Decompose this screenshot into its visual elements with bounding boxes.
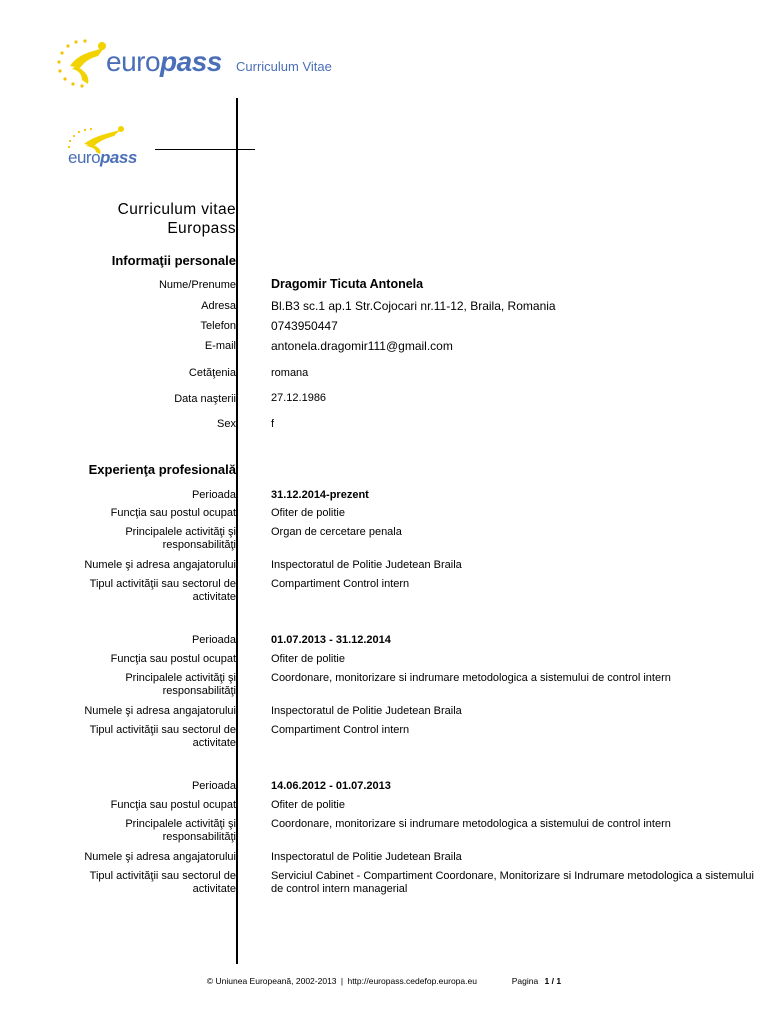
entry-2-activities: Coordonare, monitorizare si indrumare metodologica a sistemului de control intern — [271, 672, 671, 684]
value-phone: 0743950447 — [271, 319, 338, 333]
value-citizenship: romana — [271, 367, 309, 379]
entry-3-sector: Serviciul Cabinet - Compartiment Coordonare, Monitorizare si Indrumare metodologica a sistemului de control intern managerial — [271, 870, 754, 895]
label-employer: Numele şi adresa angajatorului — [84, 705, 236, 717]
header-title: Curriculum Vitae — [236, 59, 332, 74]
label-function: Funcţia sau postul ocupat — [110, 799, 236, 811]
footer-page-label: Pagina — [511, 976, 539, 986]
cv-title-line-2: Europass — [167, 220, 236, 237]
label-activities: Principalele activităţi şi responsabilităţi — [125, 818, 236, 843]
label-sector: Tipul activităţii sau sectorul de activitate — [89, 870, 236, 895]
label-address: Adresa — [201, 300, 236, 312]
label-activities: Principalele activităţi şi responsabilităţi — [125, 526, 236, 551]
personal-info-heading: Informaţii personale — [111, 253, 236, 268]
entry-3-employer: Inspectoratul de Politie Judetean Braila — [271, 851, 462, 863]
entry-3-period: 14.06.2012 - 01.07.2013 — [271, 780, 391, 792]
label-phone: Telefon — [200, 320, 236, 332]
entry-2-employer: Inspectoratul de Politie Judetean Braila — [271, 705, 462, 717]
label-function: Funcţia sau postul ocupat — [110, 507, 236, 519]
cv-title — [118, 200, 236, 238]
value-birthdate: 27.12.1986 — [271, 392, 327, 404]
logo-text-pass: pass — [160, 46, 222, 77]
entry-1-activities: Organ de cercetare penala — [271, 526, 402, 538]
experience-heading: Experienţa profesională — [88, 462, 236, 477]
label-employer: Numele şi adresa angajatorului — [84, 851, 236, 863]
entry-1-period: 31.12.2014-prezent — [271, 489, 369, 501]
entry-3-function: Ofiter de politie — [271, 799, 345, 811]
label-function: Funcţia sau postul ocupat — [110, 653, 236, 665]
europass-logo — [54, 36, 224, 92]
footer-copyright: © Uniunea Europeană, 2002-2013 — [206, 976, 337, 986]
small-logo-text-pass: pass — [100, 148, 137, 167]
europass-small-logo — [64, 124, 160, 176]
entry-1-function: Ofiter de politie — [271, 507, 345, 519]
header-rule — [155, 149, 255, 150]
entry-2-sector: Compartiment Control intern — [271, 724, 410, 736]
label-sector: Tipul activităţii sau sectorul de activitate — [89, 724, 236, 749]
footer-page-number: 1 / 1 — [544, 976, 562, 986]
small-logo-text-euro: euro — [68, 148, 101, 167]
column-divider — [236, 98, 238, 964]
label-period: Perioada — [191, 489, 236, 501]
page-footer: © Uniunea Europeană, 2002-2013 | http://europass.cedefop.europa.eu Pagina 1 / 1 — [206, 976, 562, 986]
label-period: Perioada — [191, 634, 236, 646]
label-sector: Tipul activităţii sau sectorul de activitate — [89, 578, 236, 603]
entry-1-sector: Compartiment Control intern — [271, 578, 410, 590]
label-period: Perioada — [191, 780, 236, 792]
value-sex: f — [271, 418, 275, 430]
entry-3-activities: Coordonare, monitorizare si indrumare metodologica a sistemului de control intern — [271, 818, 671, 830]
entry-2-period: 01.07.2013 - 31.12.2014 — [271, 634, 391, 646]
label-birthdate: Data naşterii — [174, 393, 236, 405]
value-address: Bl.B3 sc.1 ap.1 Str.Cojocari nr.11-12, Braila, Romania — [271, 299, 556, 313]
cv-title-line-1: Curriculum vitae — [117, 201, 236, 218]
label-activities: Principalele activităţi şi responsabilităţi — [125, 672, 236, 697]
entry-2-function: Ofiter de politie — [271, 653, 345, 665]
label-citizenship: Cetăţenia — [188, 367, 236, 379]
label-email: E-mail — [204, 340, 236, 352]
label-employer: Numele şi adresa angajatorului — [84, 559, 236, 571]
value-email: antonela.dragomir111@gmail.com — [271, 339, 453, 353]
label-sex: Sex — [217, 418, 236, 430]
entry-1-employer: Inspectoratul de Politie Judetean Braila — [271, 559, 462, 571]
logo-text-euro: euro — [106, 46, 161, 77]
footer-url[interactable]: http://europass.cedefop.europa.eu — [347, 976, 477, 986]
label-name: Nume/Prenume — [158, 279, 236, 291]
value-name: Dragomir Ticuta Antonela — [271, 277, 424, 291]
